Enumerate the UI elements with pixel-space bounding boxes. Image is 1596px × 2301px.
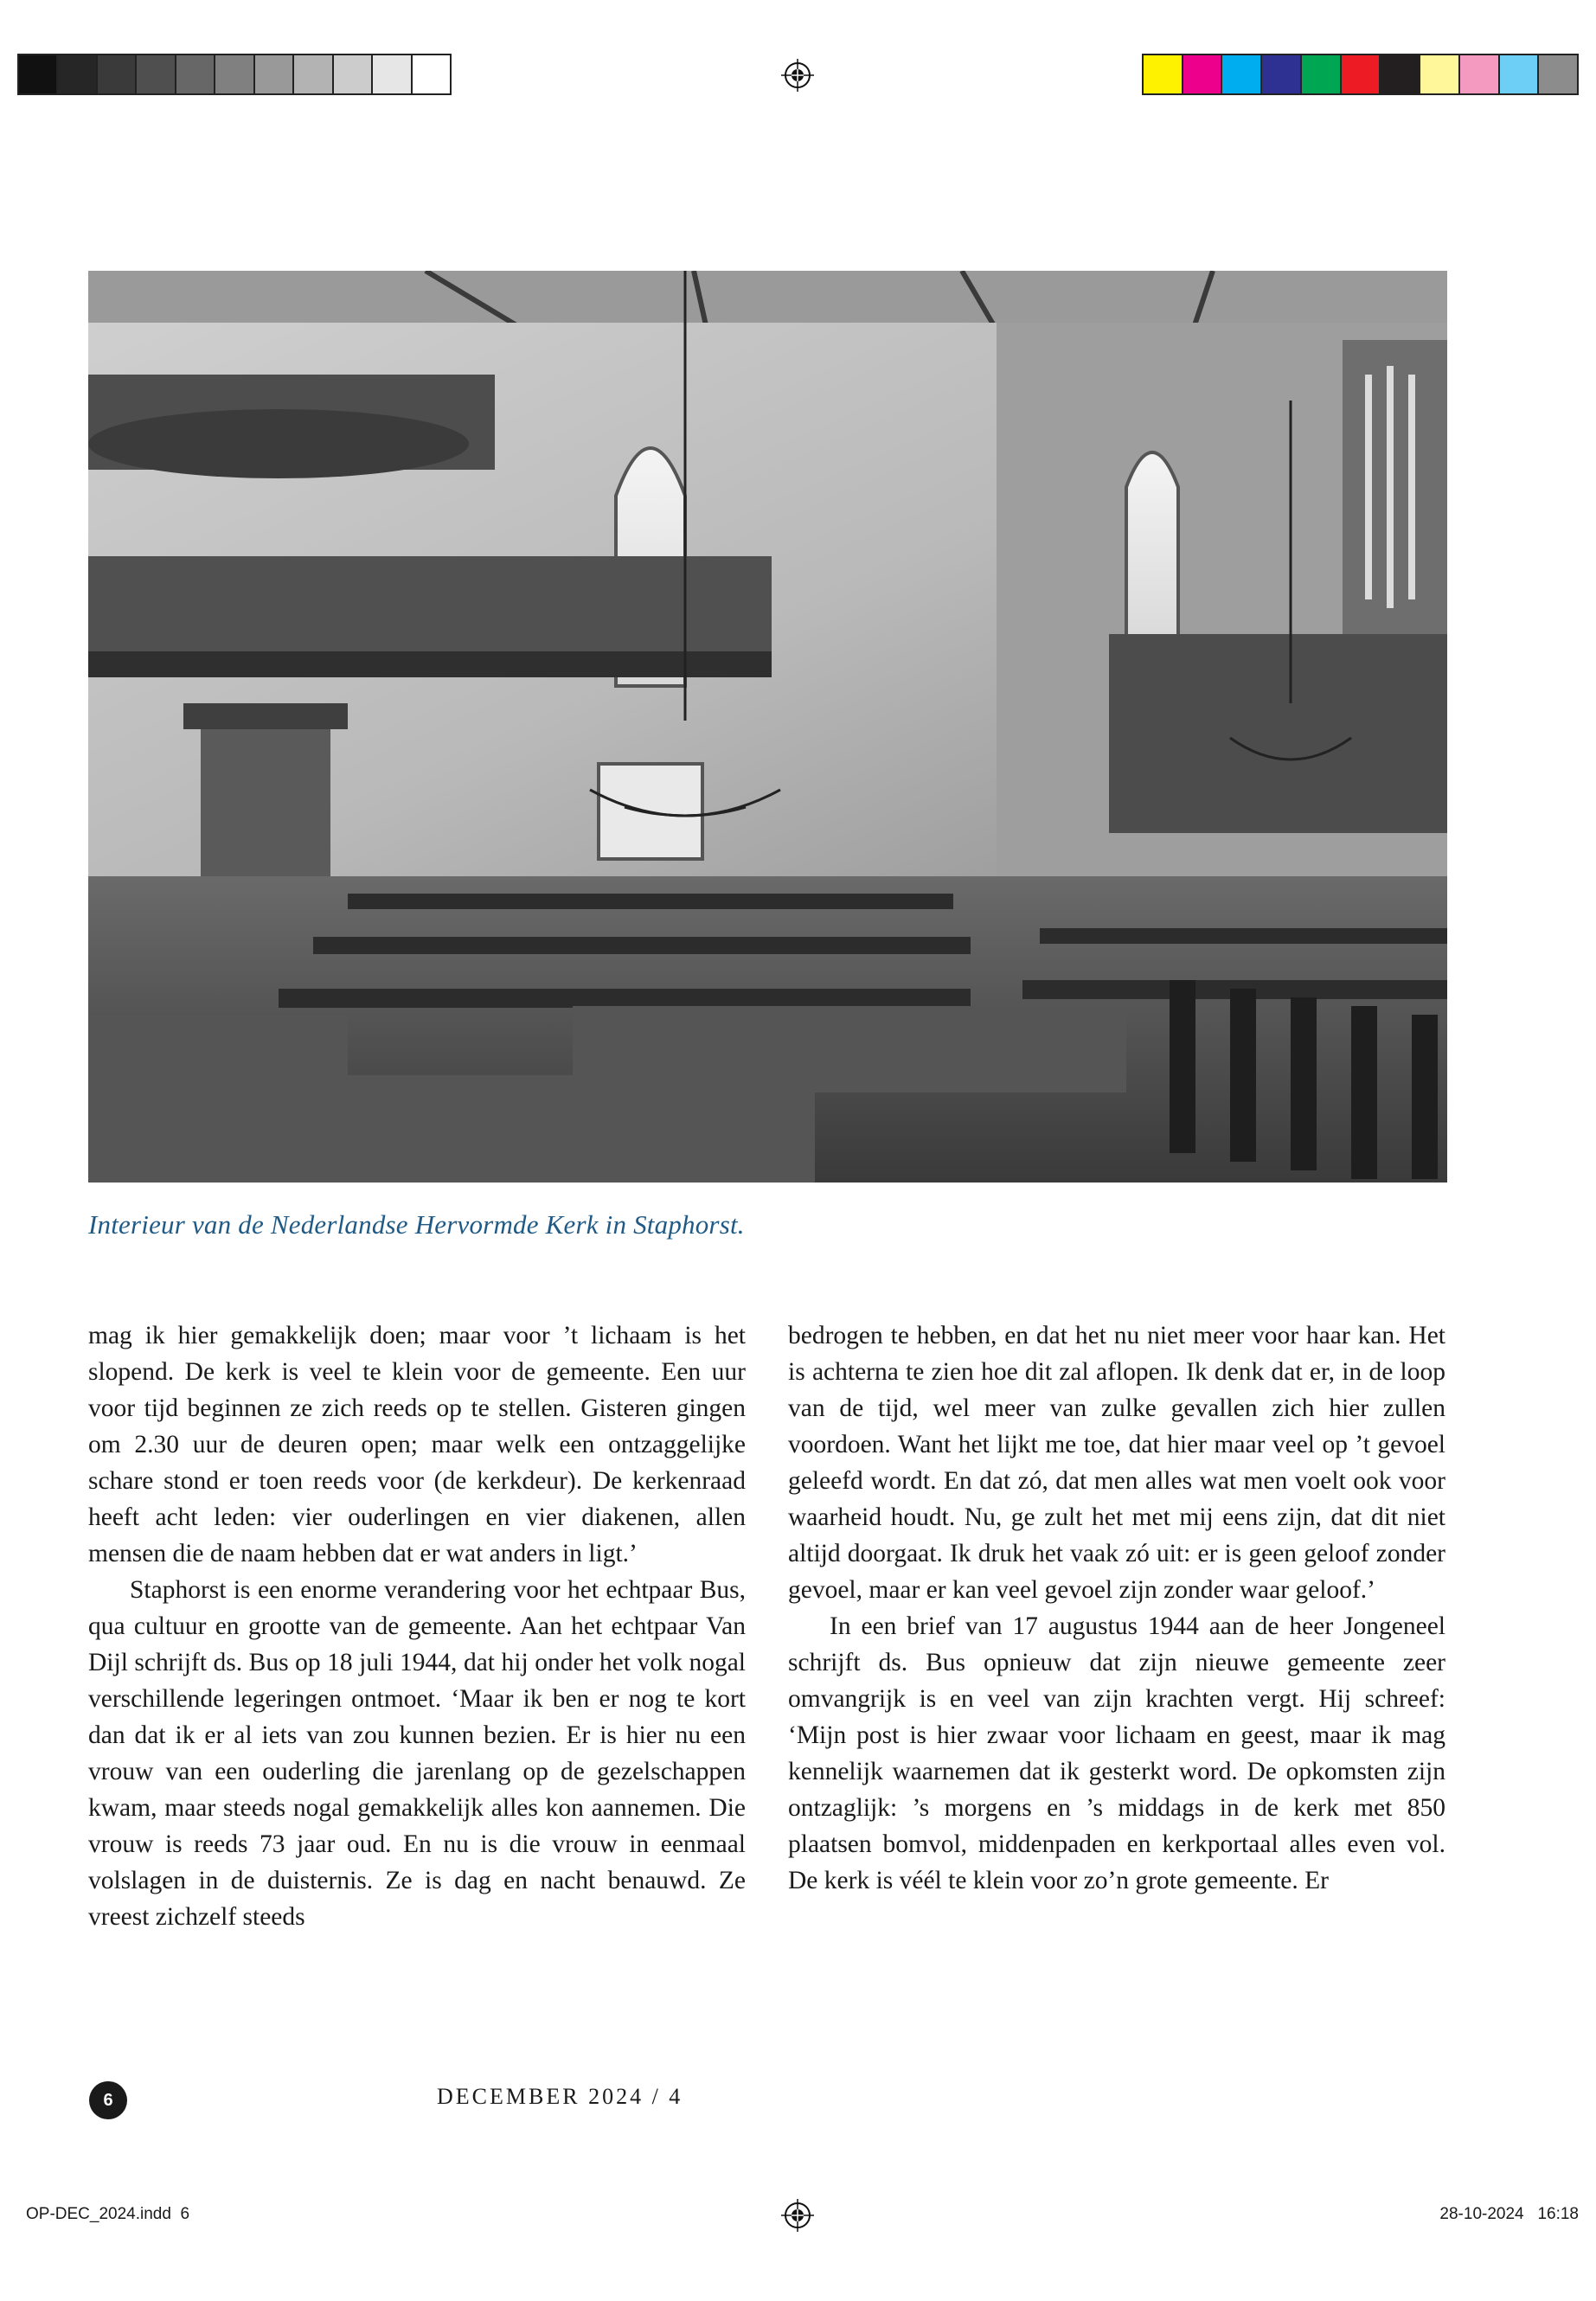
paragraph: Staphorst is een enorme verandering voor het echtpaar Bus, qua cultuur en grootte van de gemeente. Aan het echtpaar Van Dijl schrijft ds. Bus op 18 juli 1944, dat hij onder het volk nogal verschillende legeringen ontmoet. ‘Maar ik ben er nog te kort dan dat ik er al iets van zou kunnen bezien. Er is hier nu een vrouw van een ouderling die jarenlang op de gezelschappen kwam, maar steeds nogal gemakkelijk alles kon aannemen. Die vrouw is reeds 73 jaar oud. En nu is die vrouw in eenmaal volslagen in de duisternis. Ze is dag en nacht benauwd. Ze vreest zichzelf steeds: [88, 1576, 746, 1931]
color-calibration-bar: [1142, 54, 1579, 95]
color-swatch-2: [1183, 55, 1223, 93]
color-swatch-11: [1539, 55, 1577, 93]
color-swatch-10: [1500, 55, 1540, 93]
gray-swatch-8: [294, 55, 333, 93]
color-swatch-5: [1302, 55, 1342, 93]
color-swatch-9: [1460, 55, 1500, 93]
color-swatch-8: [1420, 55, 1460, 93]
gray-swatch-3: [98, 55, 137, 93]
text-column-right: [788, 1317, 1445, 1899]
photo-caption: Interieur van de Nederlandse Hervormde Kerk in Staphorst.: [88, 1209, 745, 1240]
grayscale-calibration-bar: [17, 54, 452, 95]
registration-mark-icon: [781, 2199, 814, 2232]
gray-swatch-1: [19, 55, 58, 93]
color-swatch-3: [1222, 55, 1262, 93]
gray-swatch-6: [215, 55, 254, 93]
registration-mark-icon: [781, 59, 814, 92]
gray-swatch-2: [58, 55, 97, 93]
church-interior-photo: [88, 271, 1447, 1183]
page-number-badge: 6: [89, 2081, 127, 2119]
gray-swatch-7: [255, 55, 294, 93]
issue-line: DECEMBER 2024 / 4: [437, 2084, 683, 2109]
paragraph: mag ik hier gemakkelijk doen; maar voor ’t lichaam is het slopend. De kerk is veel te klein voor de gemeente. Een uur voor tijd beginnen ze zich reeds op te stellen. Gisteren gingen om 2.30 uur de deuren open; maar welk een ontzaggelijke schare stond er toen reeds voor (de kerkdeur). De kerkenraad heeft acht leden: vier ouderlingen en vier diakenen, allen mensen die de naam hebben dat er wat anders in ligt.’: [88, 1322, 746, 1567]
color-swatch-1: [1144, 55, 1183, 93]
slug-timestamp: 28-10-2024 16:18: [1439, 2205, 1579, 2223]
gray-swatch-5: [176, 55, 215, 93]
paragraph: In een brief van 17 augustus 1944 aan de heer Jongeneel schrijft ds. Bus opnieuw dat zijn nieuwe gemeente zeer omvangrijk is en veel van zijn krachten vergt. Hij schreef: ‘Mijn post is hier zwaar voor lichaam en geest, maar ik mag kennelijk waarnemen dat ik gesterkt word. De opkomsten zijn ontzaglijk: ’s morgens en ’s middags in de kerk met 850 plaatsen bomvol, middenpaden en kerkportaal alles even vol. De kerk is véél te klein voor zo’n grote gemeente. Er: [788, 1612, 1445, 1894]
gray-swatch-10: [373, 55, 412, 93]
paragraph: bedrogen te hebben, en dat het nu niet meer voor haar kan. Het is achterna te zien hoe dit zal aflopen. Ik denk dat er, in de loop van de tijd, wel meer van zulke gevallen zich hier zullen voordoen. Want het lijkt me toe, dat hier maar veel op ’t gevoel geleefd wordt. En dat zó, dat men alles wat men voelt ook voor waarheid houdt. Nu, ge zult het met mij eens zijn, dat dit niet altijd doorgaat. Ik druk het vaak zó uit: er is geen geloof zonder gevoel, maar er kan veel gevoel zijn zonder waar geloof.’: [788, 1322, 1445, 1604]
gray-swatch-4: [137, 55, 176, 93]
color-swatch-7: [1381, 55, 1420, 93]
text-column-left: [88, 1317, 746, 1935]
gray-swatch-9: [334, 55, 373, 93]
slug-file: OP-DEC_2024.indd 6: [26, 2205, 190, 2223]
gray-swatch-11: [413, 55, 450, 93]
color-swatch-6: [1342, 55, 1381, 93]
color-swatch-4: [1262, 55, 1302, 93]
